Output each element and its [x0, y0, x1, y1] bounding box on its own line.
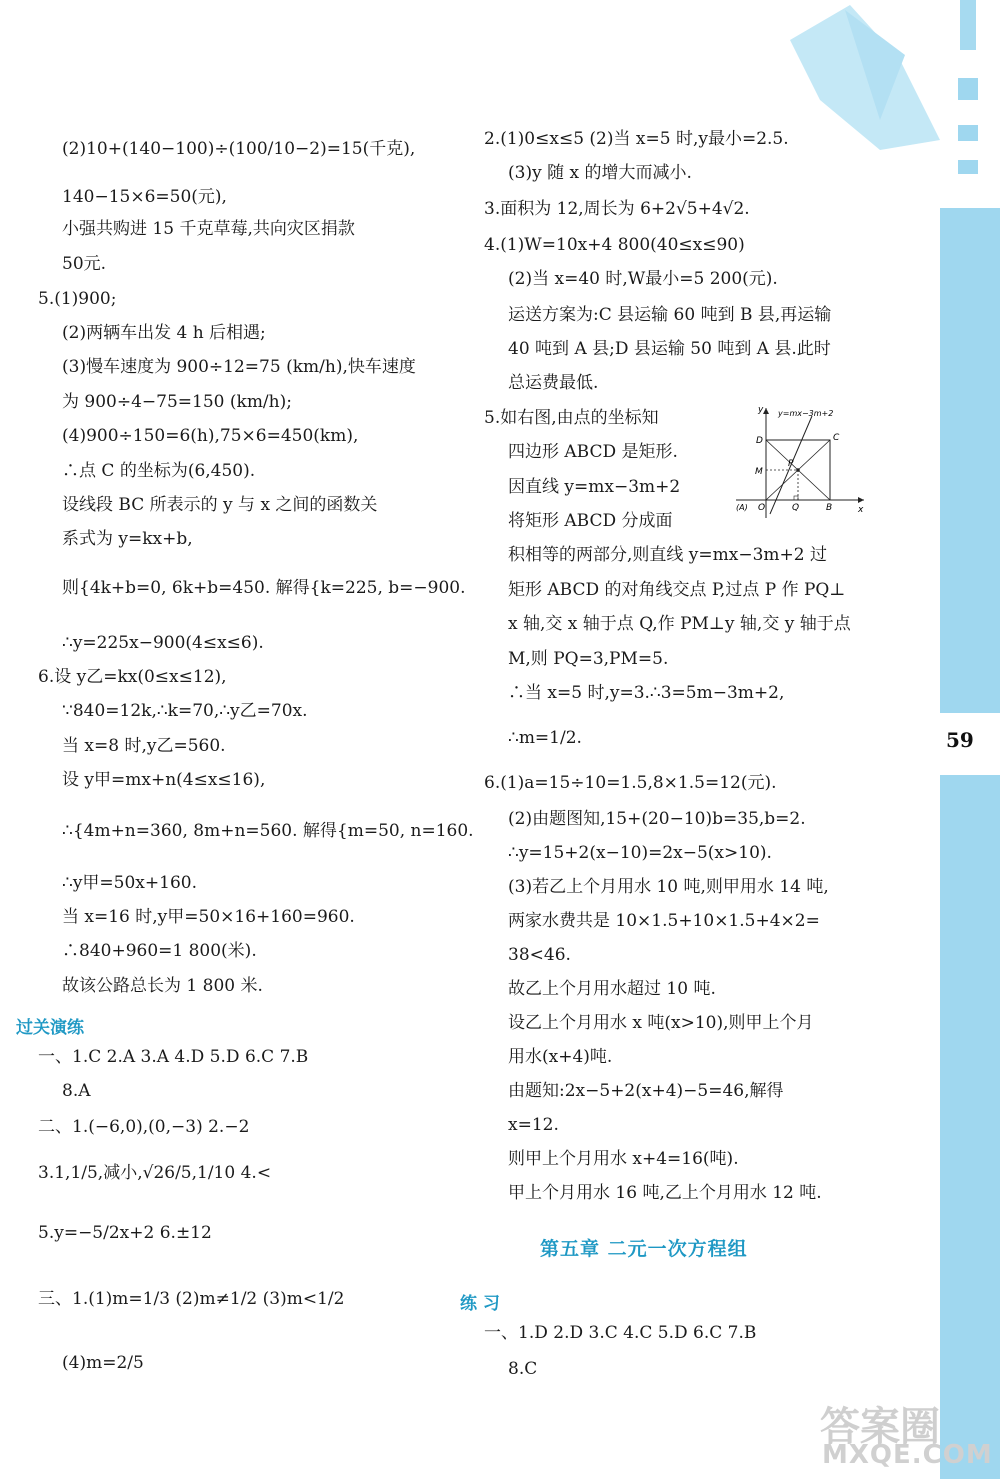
answer-line: 5.y=−5/2x+2 6.±12	[38, 1223, 212, 1243]
text-line: 甲上个月用水 16 吨,乙上个月用水 12 吨.	[508, 1183, 822, 1203]
text-line: (2)当 x=40 时,W最小=5 200(元).	[508, 269, 778, 289]
text-line: x=12.	[508, 1115, 559, 1135]
text-line: ∴m=1/2.	[508, 728, 582, 748]
text-line: ∴y=225x−900(4≤x≤6).	[62, 633, 264, 653]
text-line: 故该公路总长为 1 800 米.	[62, 976, 263, 996]
text-line: ∴点 C 的坐标为(6,450).	[62, 461, 256, 481]
text-line: (4)900÷150=6(h),75×6=450(km),	[62, 426, 359, 446]
text-line: (2)10+(140−100)÷(100/10−2)=15(千克),	[62, 139, 416, 159]
axis-x-label: x	[858, 505, 864, 515]
text-line: 为 900÷4−75=150 (km/h);	[62, 392, 292, 412]
sidebar-bar-lower	[940, 775, 1000, 1479]
text-line: 140−15×6=50(元),	[62, 187, 227, 207]
answer-line: 3.1,1/5,减小,√26/5,1/10 4.<	[38, 1163, 272, 1183]
text-line: 5.如右图,由点的坐标知	[484, 408, 659, 428]
text-line: ∴840+960=1 800(米).	[62, 941, 257, 961]
text-line: M,则 PQ=3,PM=5.	[508, 649, 669, 669]
text-line: 将矩形 ABCD 分成面	[508, 511, 673, 531]
text-line: 则{4k+b=0, 6k+b=450. 解得{k=225, b=−900.	[62, 578, 466, 598]
text-line: (3)慢车速度为 900÷12=75 (km/h),快车速度	[62, 357, 416, 377]
text-line: 40 吨到 A 县;D 县运输 50 吨到 A 县.此时	[508, 339, 831, 359]
text-line: (3)若乙上个月用水 10 吨,则甲用水 14 吨,	[508, 877, 829, 897]
text-line: 积相等的两部分,则直线 y=mx−3m+2 过	[508, 545, 828, 565]
answer-line: 一、1.C 2.A 3.A 4.D 5.D 6.C 7.B	[38, 1047, 309, 1067]
sidebar-bar	[940, 208, 1000, 713]
text-line: 设乙上个月用水 x 吨(x>10),则甲上个月	[508, 1013, 814, 1033]
section-title: 过关演练	[16, 1018, 84, 1038]
origin-label: O	[758, 503, 766, 513]
watermark-logo: 答案圈	[820, 1404, 940, 1450]
text-line: 当 x=16 时,y甲=50×16+160=960.	[62, 907, 355, 927]
text-line: (3)y 随 x 的增大而减小.	[508, 163, 692, 183]
text-line: x 轴,交 x 轴于点 Q,作 PM⊥y 轴,交 y 轴于点	[508, 614, 851, 634]
answer-line: 二、1.(−6,0),(0,−3) 2.−2	[38, 1117, 250, 1137]
text-line: ∴y=15+2(x−10)=2x−5(x>10).	[508, 843, 772, 863]
text-line: 两家水费共是 10×1.5+10×1.5+4×2=	[508, 911, 820, 931]
watermark-url: MXQE.COM	[822, 1440, 993, 1470]
text-line: 四边形 ABCD 是矩形.	[508, 442, 678, 462]
text-line: 矩形 ABCD 的对角线交点 P,过点 P 作 PQ⊥	[508, 580, 846, 600]
text-line: ∵840=12k,∴k=70,∴y乙=70x.	[62, 701, 308, 721]
text-line: 38<46.	[508, 945, 571, 965]
text-line: ∴y甲=50x+160.	[62, 873, 197, 893]
text-line: 设线段 BC 所表示的 y 与 x 之间的函数关	[62, 495, 378, 515]
text-line: ∴{4m+n=360, 8m+n=560. 解得{m=50, n=160.	[62, 821, 474, 841]
point-c-label: C	[833, 433, 840, 443]
text-line: 5.(1)900;	[38, 289, 117, 309]
text-line: 6.设 y乙=kx(0≤x≤12),	[38, 667, 227, 687]
text-line: 小强共购进 15 千克草莓,共向灾区捐款	[62, 219, 355, 239]
text-line: 由题知:2x−5+2(x+4)−5=46,解得	[508, 1081, 784, 1101]
text-line: 4.(1)W=10x+4 800(40≤x≤90)	[484, 235, 745, 255]
text-line: 系式为 y=kx+b,	[62, 529, 193, 549]
text-line: (2)由题图知,15+(20−10)b=35,b=2.	[508, 809, 806, 829]
text-line: 因直线 y=mx−3m+2	[508, 477, 681, 497]
text-line: 用水(x+4)吨.	[508, 1047, 613, 1067]
answer-line: 8.C	[508, 1359, 538, 1379]
line-equation-label: y=mx−3m+2	[778, 409, 834, 418]
text-line: 总运费最低.	[508, 373, 599, 393]
text-line: (2)两辆车出发 4 h 后相遇;	[62, 323, 266, 343]
point-b-label: B	[826, 503, 833, 513]
text-line: 6.(1)a=15÷10=1.5,8×1.5=12(元).	[484, 773, 777, 793]
text-line: ∴当 x=5 时,y=3.∴3=5m−3m+2,	[508, 683, 785, 703]
answer-line: 三、1.(1)m=1/3 (2)m≠1/2 (3)m<1/2	[38, 1289, 345, 1309]
point-m-label: M	[755, 467, 763, 477]
point-d-label: D	[756, 436, 763, 446]
point-q-label: Q	[792, 503, 800, 513]
text-line: 则甲上个月用水 x+4=16(吨).	[508, 1149, 739, 1169]
point-p-label: P	[788, 459, 794, 469]
axis-y-label: y	[758, 405, 764, 415]
text-line: 运送方案为:C 县运输 60 吨到 B 县,再运输	[508, 305, 832, 325]
text-line: 2.(1)0≤x≤5 (2)当 x=5 时,y最小=2.5.	[484, 129, 789, 149]
answer-line: 一、1.D 2.D 3.C 4.C 5.D 6.C 7.B	[484, 1323, 757, 1343]
text-line: 故乙上个月用水超过 10 吨.	[508, 979, 716, 999]
text-line: 3.面积为 12,周长为 6+2√5+4√2.	[484, 199, 750, 219]
chapter-title: 第五章 二元一次方程组	[540, 1238, 748, 1260]
section-title: 练 习	[460, 1294, 500, 1314]
text-line: 当 x=8 时,y乙=560.	[62, 736, 226, 756]
text-line: 50元.	[62, 254, 107, 274]
answer-line: 8.A	[62, 1081, 91, 1101]
page-number: 59	[946, 728, 974, 752]
corner-decoration	[780, 0, 1000, 210]
answer-line: (4)m=2/5	[62, 1353, 144, 1373]
point-a-label: (A)	[736, 503, 748, 512]
text-line: 设 y甲=mx+n(4≤x≤16),	[62, 770, 266, 790]
coordinate-figure	[734, 402, 868, 520]
